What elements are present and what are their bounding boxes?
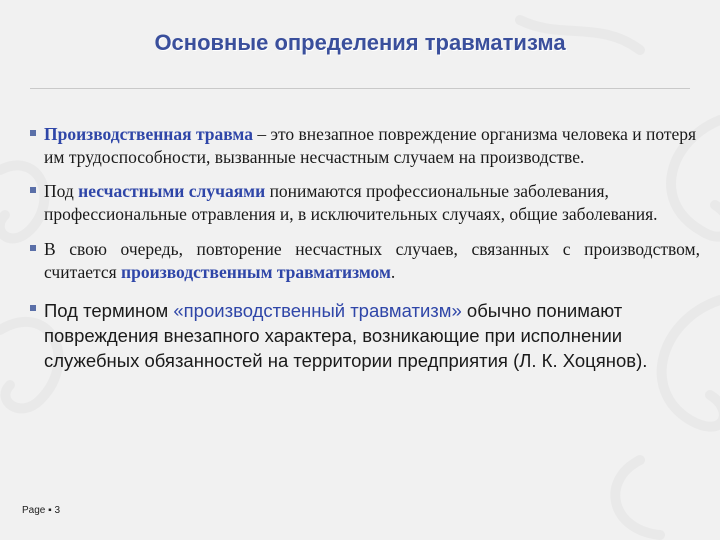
title-divider (30, 88, 690, 89)
bullet-term: «производственный травматизм» (173, 300, 462, 321)
bullet-prefix: Под термином (44, 300, 174, 321)
bullet-square-icon (30, 305, 36, 311)
bullet-term: Производственная травма (44, 124, 253, 144)
bullet-prefix: В свою очередь, повторение несчастных случаев, связанных с производством, считается (44, 239, 700, 282)
title-area (0, 0, 720, 90)
bullet-text: – это внезапное повреждение организма человека и потеря им трудоспособности, вызванные несчастным случаем на производстве. (44, 124, 697, 167)
bullet-term: производственным травматизмом (121, 262, 391, 282)
bullet-item (30, 238, 700, 284)
bullet-text: понимаются профессиональные заболевания, профессиональные отравления и, в исключительных случаях, общие заболевания. (44, 181, 658, 224)
bullet-term: несчастными случаями (78, 181, 266, 201)
bullet-square-icon (30, 245, 36, 251)
bullet-text: обычно понимают повреждения внезапного характера, возникающие при исполнении служебных обязанностей на территории предприятия (Л. К. Хоцянов). (44, 300, 648, 371)
bullet-suffix: . (390, 262, 396, 282)
bullet-prefix: Под (44, 181, 79, 201)
bullet-item (30, 298, 700, 373)
bullet-item (30, 180, 700, 226)
bullet-item (30, 123, 700, 169)
bullet-square-icon (30, 130, 36, 136)
slide-title: Основные определения травматизма (154, 30, 566, 55)
slide-content (30, 123, 700, 373)
page-number: Page ▪ 3 (22, 505, 61, 516)
bullet-square-icon (30, 187, 36, 193)
